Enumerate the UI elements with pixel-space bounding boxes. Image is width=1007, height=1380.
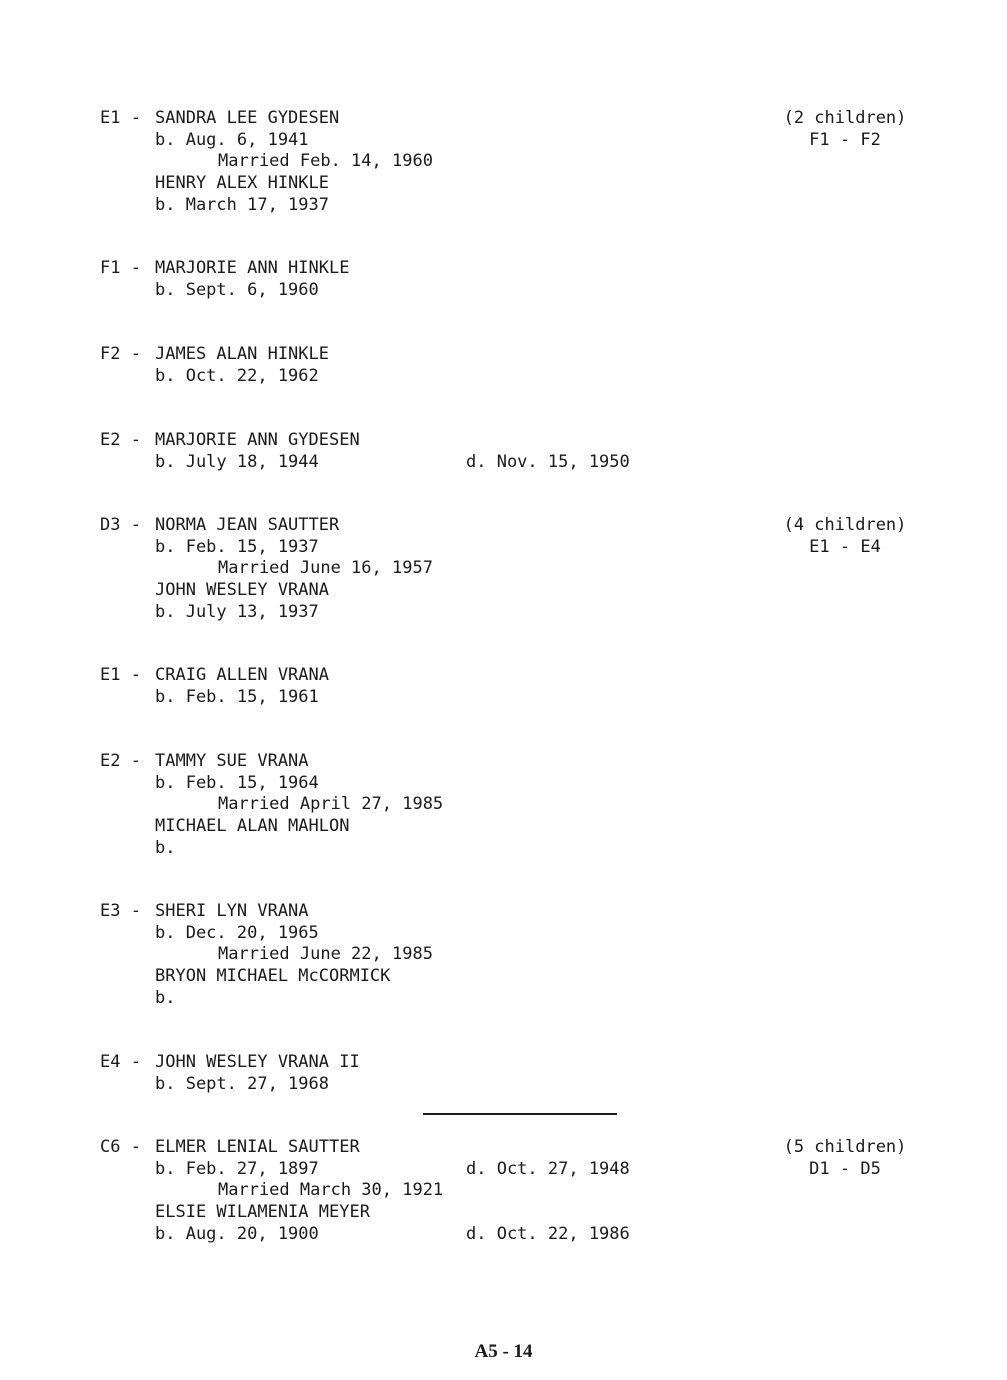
- entry-line: [100, 580, 920, 602]
- entry-f1: [100, 258, 920, 301]
- entry-code: D3 -: [100, 515, 141, 535]
- marriage-date: Married June 16, 1957: [218, 558, 433, 579]
- person-name: JAMES ALAN HINKLE: [155, 344, 329, 364]
- children-count: (5 children): [783, 1137, 907, 1157]
- entry-code: E4 -: [100, 1052, 141, 1072]
- entry-e2: [100, 751, 920, 859]
- entry-line: [100, 665, 920, 687]
- entry-line: [100, 1180, 920, 1202]
- person-name: SANDRA LEE GYDESEN: [155, 108, 340, 128]
- entry-e3: [100, 901, 920, 1009]
- entry-line: [100, 366, 920, 388]
- children-range: E1 - E4: [809, 536, 881, 557]
- entry-code: E1 -: [100, 665, 141, 685]
- birth-date: b. March 17, 1937: [155, 194, 329, 215]
- birth-date: b. July 18, 1944: [155, 451, 319, 472]
- entry-line: [100, 838, 920, 860]
- entry-line: [100, 794, 920, 816]
- entry-code: F2 -: [100, 344, 141, 364]
- person-name: CRAIG ALLEN VRANA: [155, 665, 329, 685]
- entry-code: F1 -: [100, 258, 141, 278]
- birth-date: b. Aug. 6, 1941: [155, 129, 309, 150]
- marriage-date: Married Feb. 14, 1960: [218, 151, 433, 172]
- entry-line: [100, 988, 920, 1010]
- entry-line: [100, 452, 920, 474]
- children-count: (4 children): [783, 515, 907, 535]
- birth-date: b. July 13, 1937: [155, 601, 319, 622]
- entry-line: [100, 602, 920, 624]
- entry-line: [100, 923, 920, 945]
- entry-code: E2 -: [100, 751, 141, 771]
- person-name: HENRY ALEX HINKLE: [155, 173, 329, 194]
- marriage-date: Married April 27, 1985: [218, 794, 444, 815]
- person-name: TAMMY SUE VRANA: [155, 751, 309, 771]
- entry-line: [100, 537, 920, 559]
- children-range: D1 - D5: [809, 1158, 881, 1179]
- person-name: SHERI LYN VRANA: [155, 901, 309, 921]
- entry-d3: [100, 515, 920, 623]
- entry-line: [100, 173, 920, 195]
- person-name: MARJORIE ANN GYDESEN: [155, 430, 360, 450]
- entry-line: [100, 901, 920, 923]
- entry-line: [100, 944, 920, 966]
- page-number: A5 - 14: [474, 1341, 533, 1362]
- children-count: (2 children): [783, 108, 907, 128]
- death-date: d. Oct. 22, 1986: [466, 1223, 630, 1244]
- death-date: d. Oct. 27, 1948: [466, 1158, 630, 1179]
- entry-line: [100, 687, 920, 709]
- entry-line: [100, 1202, 920, 1224]
- entry-line: [100, 1159, 920, 1181]
- entry-line: [100, 515, 920, 537]
- entry-line: [100, 1137, 920, 1159]
- entry-code: E2 -: [100, 430, 141, 450]
- entry-code: E1 -: [100, 108, 141, 128]
- entry-e1: [100, 665, 920, 708]
- entry-e2: [100, 430, 920, 473]
- entry-line: [100, 966, 920, 988]
- entry-line: [100, 751, 920, 773]
- person-name: ELSIE WILAMENIA MEYER: [155, 1202, 370, 1223]
- marriage-date: Married June 22, 1985: [218, 944, 433, 965]
- entry-line: [100, 816, 920, 838]
- entry-e4: [100, 1052, 920, 1095]
- entry-code: C6 -: [100, 1137, 141, 1157]
- entry-line: [100, 344, 920, 366]
- entry-e1: [100, 108, 920, 216]
- death-date: d. Nov. 15, 1950: [466, 451, 630, 472]
- entry-line: [100, 258, 920, 280]
- birth-date: b. Dec. 20, 1965: [155, 922, 319, 943]
- birth-date: b.: [155, 987, 176, 1008]
- children-range: F1 - F2: [809, 129, 881, 150]
- person-name: NORMA JEAN SAUTTER: [155, 515, 340, 535]
- entry-line: [100, 195, 920, 217]
- entry-line: [100, 1052, 920, 1074]
- birth-date: b. Feb. 27, 1897: [155, 1158, 319, 1179]
- entry-line: [100, 1224, 920, 1246]
- entry-line: [100, 1074, 920, 1096]
- birth-date: b. Feb. 15, 1937: [155, 536, 319, 557]
- entry-line: [100, 430, 920, 452]
- birth-date: b.: [155, 837, 176, 858]
- entry-line: [100, 151, 920, 173]
- entry-c6: [100, 1137, 920, 1245]
- person-name: BRYON MICHAEL McCORMICK: [155, 966, 391, 987]
- entry-line: [100, 558, 920, 580]
- birth-date: b. Sept. 6, 1960: [155, 279, 319, 300]
- entry-f2: [100, 344, 920, 387]
- birth-date: b. Oct. 22, 1962: [155, 365, 319, 386]
- person-name: MARJORIE ANN HINKLE: [155, 258, 350, 278]
- entry-line: [100, 773, 920, 795]
- person-name: ELMER LENIAL SAUTTER: [155, 1137, 360, 1157]
- birth-date: b. Aug. 20, 1900: [155, 1223, 319, 1244]
- entry-code: E3 -: [100, 901, 141, 921]
- entry-line: [100, 108, 920, 130]
- birth-date: b. Feb. 15, 1961: [155, 686, 319, 707]
- birth-date: b. Sept. 27, 1968: [155, 1073, 329, 1094]
- entry-line: [100, 130, 920, 152]
- person-name: MICHAEL ALAN MAHLON: [155, 816, 350, 837]
- section-divider: [423, 1113, 617, 1115]
- entry-line: [100, 280, 920, 302]
- person-name: JOHN WESLEY VRANA: [155, 580, 329, 601]
- marriage-date: Married March 30, 1921: [218, 1180, 444, 1201]
- person-name: JOHN WESLEY VRANA II: [155, 1052, 360, 1072]
- birth-date: b. Feb. 15, 1964: [155, 772, 319, 793]
